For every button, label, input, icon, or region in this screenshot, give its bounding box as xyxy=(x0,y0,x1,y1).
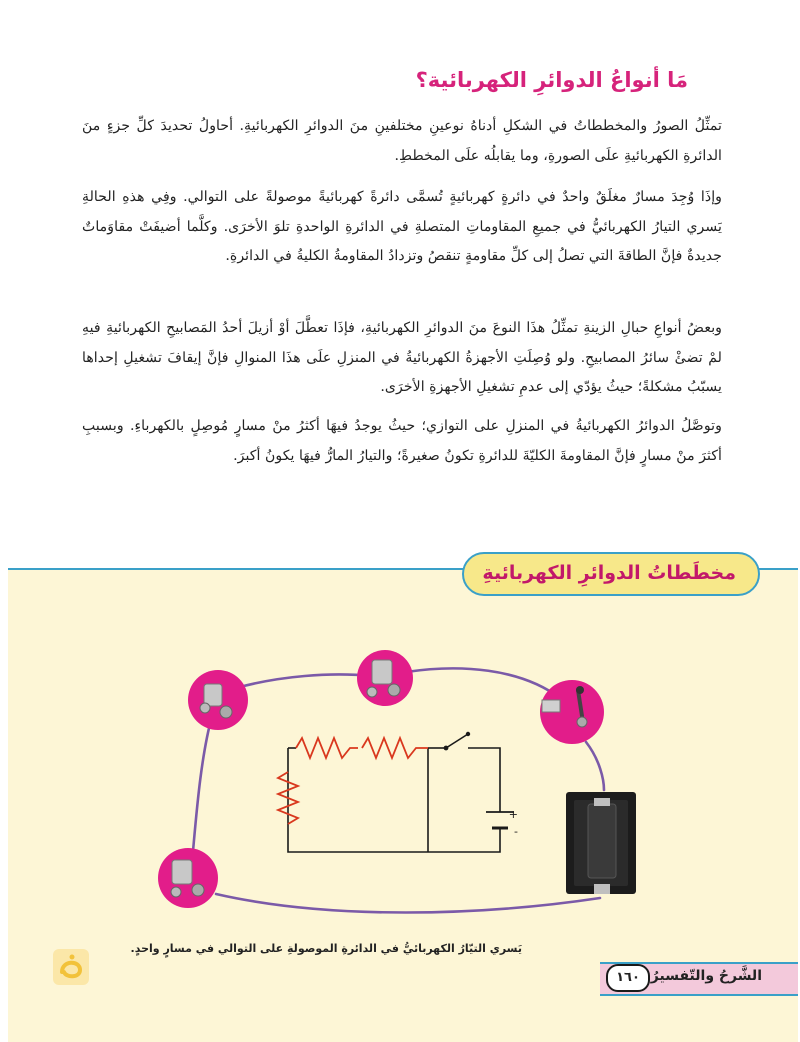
paragraph-series-definition: وإذَا وُجِدَ مسارٌ مغلَقٌ واحدٌ في دائرةٍ كهربائيةٍ تُسمَّى دائرةً كهربائيةً موصولةً على التوالي. وفِي هذهِ الحالةِ يَسري التيارُ الكهربائيُّ في جميعِ المقاوماتِ المتصلةِ في الدائرةِ الواحدةِ تلوَ الأخرَى. وكلَّما أضيفَتْ مقاوَماتٌ جديدةٌ فإنَّ الطاقةَ التي تصلُ إلى كلِّ مقاومةٍ تنقصُ وتزدادُ المقاومةُ الكليةُ في الدائرةِ. xyxy=(82,189,722,264)
bulb-holder-top-left xyxy=(188,670,248,730)
bulb-holder-top-middle xyxy=(357,650,413,706)
figure-heading-tab xyxy=(462,552,760,596)
switch-holder-right xyxy=(540,680,604,744)
footer-section-label: الشَّرحُ والتّفسيرُ xyxy=(650,968,762,984)
section-title: مَا أنواعُ الدوائرِ الكهربائية؟ xyxy=(415,68,688,92)
paragraph-decorative-lights: وبعضُ أنواعِ حبالِ الزينةِ تمثِّلُ هذَا النوعَ منَ الدوائرِ الكهربائيةِ، فإذَا تعطَّلَ أوْ أزيلَ أحدُ المَصابيحِ الكهربائيةِ فيهِ لمْ تضئْ سائرُ المصابيحِ. ولو وُصِلَتِ الأجهزةُ الكهربائيةُ في المنزلِ علَى هذَا المنوالِ فإنَّ إيقافَ تشغيلِ إحداها يسبّبُ مشكلةً؛ حيثُ يؤدّي إلى عدمِ تشغيلِ الأجهزةِ الأخرَى. xyxy=(82,320,722,395)
battery-plus-sign: + xyxy=(508,808,518,821)
resistor-top-right xyxy=(362,738,428,758)
bulb-holder-bottom-left xyxy=(158,848,218,908)
battery-minus-sign: - xyxy=(514,825,518,838)
resistor-top-left xyxy=(296,738,358,758)
page-number: ١٦٠ xyxy=(606,964,650,992)
figure-caption: يَسري التيّارُ الكهربائيُّ في الدائرةِ الموصولةِ على التوالي في مسارٍ واحدٍ. xyxy=(130,942,522,955)
switch-symbol xyxy=(430,733,469,750)
paragraph-intro: تمثِّلُ الصورُ والمخططاتُ في الشكلِ أدناهُ نوعينِ مختلفينِ منَ الدوائرِ الكهربائيةِ. أحاولُ تحديدَ كلِّ جزءٍ منَ الدائرةِ الكهربائيةِ علَى الصورةِ، وما يقابلُه علَى المخططِ. xyxy=(82,118,722,164)
battery-holder xyxy=(566,792,636,894)
paragraph-parallel-home: وتوصَّلُ الدوائرُ الكهربائيةُ في المنزلِ على التوازي؛ حيثُ يوجدُ فيهَا أكثرُ منْ مسارٍ مُوصِلٍ بالكهرباءِ. وبسببِ أكثرَ منْ مسارٍ فإنَّ المقاومةَ الكليّةَ للدائرةِ تكونُ صغيرةً؛ والتيارُ المارُّ فيهَا يكونُ أكبرَ. xyxy=(82,418,722,464)
publisher-logo-icon xyxy=(52,948,90,986)
panel-top-rule xyxy=(8,568,478,570)
figure-heading: مخطَطاتُ الدوائرِ الكهربائيةِ xyxy=(482,562,736,584)
circuit-schematic xyxy=(288,748,500,852)
